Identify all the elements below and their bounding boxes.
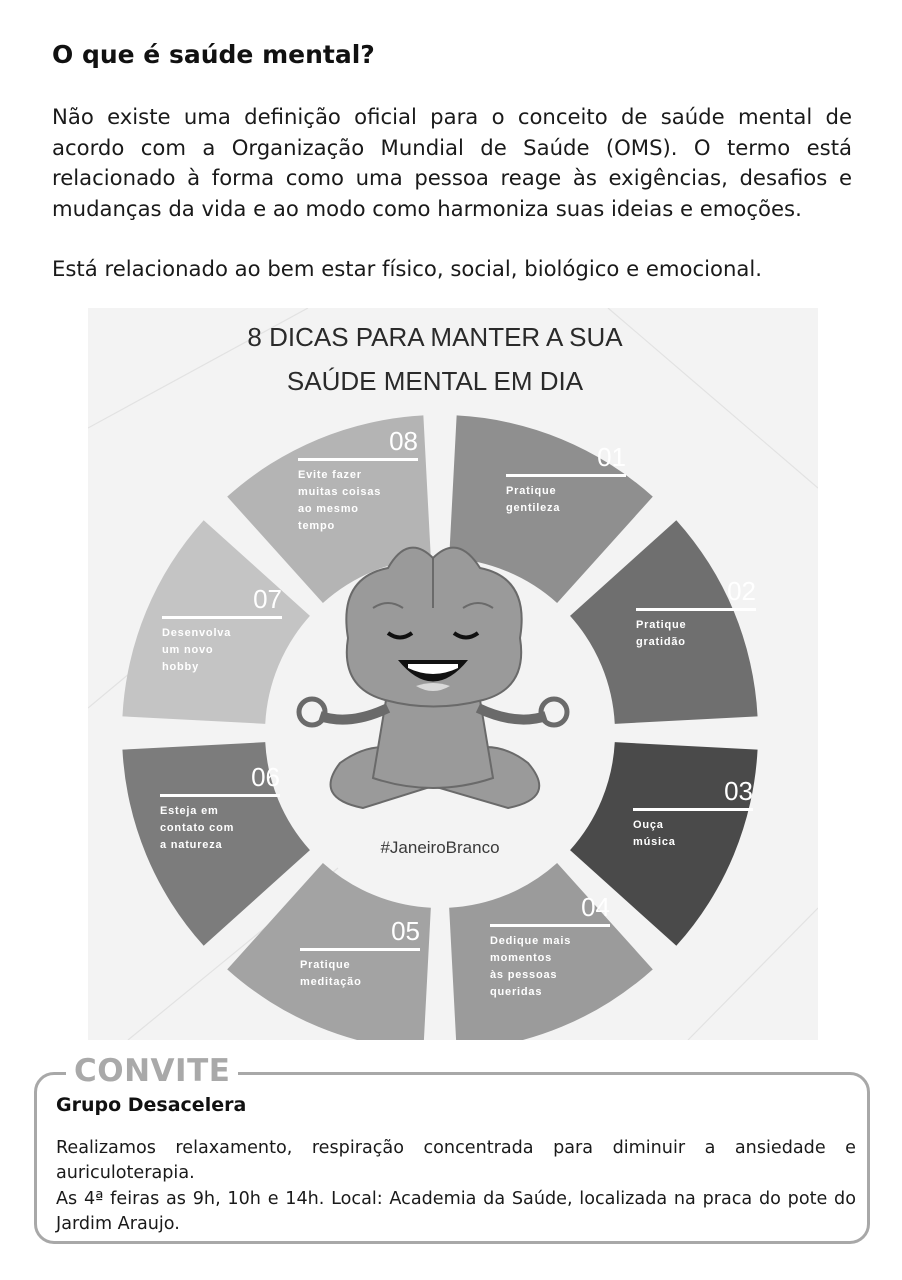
tip-text-line: a natureza <box>160 839 223 851</box>
tip-text-line: Evite fazer <box>298 469 362 481</box>
tip-text-line: Ouça <box>633 819 664 831</box>
tip-underline-08 <box>298 458 418 461</box>
tip-text-line: hobby <box>162 661 199 673</box>
tip-text-line: contato com <box>160 822 235 834</box>
page-title: O que é saúde mental? <box>52 40 375 69</box>
tip-underline-07 <box>162 616 282 619</box>
intro-paragraph: Não existe uma definição oficial para o conceito de saúde mental de acordo com a Organização Mundial de Saúde (OMS). O termo está relacionado à forma como uma pessoa reage às exigências, desafios e mudanças da vida e ao modo como harmoniza suas ideias e emoções. <box>52 104 852 221</box>
tip-number-08: 08 <box>389 426 418 456</box>
tip-text-line: Desenvolva <box>162 627 232 639</box>
tip-text-line: música <box>633 836 676 848</box>
tip-text-line: momentos <box>490 952 553 964</box>
tip-text-line: Pratique <box>506 485 557 497</box>
invitation-description: Realizamos relaxamento, respiração concentrada para diminuir a ansiedade e auriculoterapia. <box>56 1138 856 1183</box>
tip-underline-03 <box>633 808 753 811</box>
tip-underline-01 <box>506 474 626 477</box>
tip-underline-02 <box>636 608 756 611</box>
group-name: Grupo Desacelera <box>56 1094 247 1116</box>
tip-text-line: um novo <box>162 644 214 656</box>
infographic-title-line2: SAÚDE MENTAL EM DIA <box>286 366 584 396</box>
tip-text-line: Pratique <box>636 619 687 631</box>
tip-number-03: 03 <box>724 776 753 806</box>
tip-underline-06 <box>160 794 280 797</box>
tip-number-01: 01 <box>597 442 626 472</box>
infographic-title-line1: 8 DICAS PARA MANTER A SUA <box>247 322 623 352</box>
tip-number-04: 04 <box>581 892 610 922</box>
wellbeing-paragraph: Está relacionado ao bem estar físico, social, biológico e emocional. <box>52 256 763 281</box>
tip-text-line: gratidão <box>636 636 686 648</box>
tip-text-line: às pessoas <box>490 969 558 981</box>
tip-number-07: 07 <box>253 584 282 614</box>
mental-health-tips-infographic <box>88 308 818 1040</box>
tip-text-line: queridas <box>490 986 543 998</box>
tip-text-line: gentileza <box>506 502 561 514</box>
invitation-label: CONVITE <box>66 1052 238 1090</box>
tip-text-line: meditação <box>300 976 362 988</box>
tip-underline-04 <box>490 924 610 927</box>
tip-text-line: Dedique mais <box>490 935 572 947</box>
tip-text-line: tempo <box>298 520 335 532</box>
tip-underline-05 <box>300 948 420 951</box>
tip-number-02: 02 <box>727 576 756 606</box>
tip-number-05: 05 <box>391 916 420 946</box>
invitation-schedule: As 4ª feiras as 9h, 10h e 14h. Local: Academia da Saúde, localizada na praca do pote do Jardim Araujo. <box>56 1189 856 1234</box>
tip-text-line: Pratique <box>300 959 351 971</box>
tip-number-06: 06 <box>251 762 280 792</box>
tip-text-line: ao mesmo <box>298 503 359 515</box>
tip-text-line: Esteja em <box>160 805 219 817</box>
hashtag-label: #JaneiroBranco <box>380 838 500 857</box>
tip-text-line: muitas coisas <box>298 486 382 498</box>
